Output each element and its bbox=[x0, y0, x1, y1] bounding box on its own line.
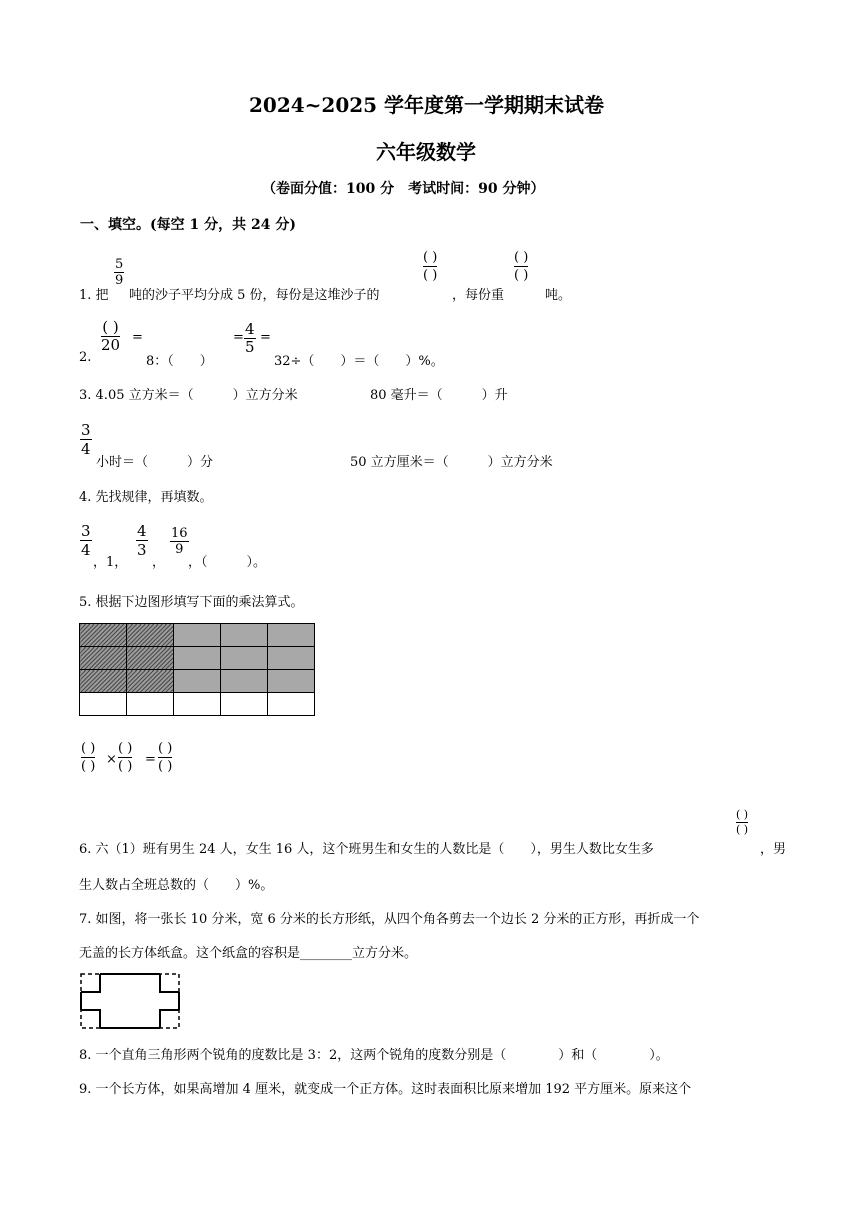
q4-fraction-a: 3 4 bbox=[81, 522, 91, 559]
q4-tail: ，（ ）。 bbox=[188, 555, 267, 570]
q5-blank-fraction-3[interactable]: ( ) ( ) bbox=[158, 741, 173, 774]
q5-blank-fraction-2[interactable]: ( ) ( ) bbox=[118, 741, 133, 774]
q2-eq-2: = bbox=[233, 330, 244, 345]
q4-fraction-b: 4 3 bbox=[137, 522, 147, 559]
q5-blank-fraction-1[interactable]: ( ) ( ) bbox=[81, 741, 96, 774]
q3-line1-b: 80 毫升＝（ ）升 bbox=[370, 388, 508, 403]
q2-rest: 32÷（ ）＝（ ）%。 bbox=[274, 354, 444, 369]
q3-fraction-three-quarters: 3 4 bbox=[81, 421, 91, 458]
q9-text: 9. 一个长方体，如果高增加 4 厘米，就变成一个正方体。这时表面积比原来增加 192 平方厘米。原来这个 bbox=[79, 1082, 692, 1097]
q1-text-b: ，每份重 bbox=[452, 288, 505, 303]
q1-blank-fraction-1[interactable]: ( ) ( ) bbox=[423, 250, 438, 283]
q4-fraction-c: 16 9 bbox=[171, 526, 188, 557]
q3-line2-a: 小时＝（ ）分 bbox=[96, 455, 214, 470]
q6-line1-end: ，男 bbox=[760, 842, 787, 857]
q5-text: 5. 根据下边图形填写下面的乘法算式。 bbox=[79, 595, 304, 610]
q5-equals: = bbox=[145, 752, 156, 767]
q2-blank-over-20[interactable]: ( ) 20 bbox=[101, 318, 121, 354]
exam-subtitle: 六年级数学 bbox=[376, 140, 476, 164]
section-heading: 一、填空。(每空 1 分，共 24 分) bbox=[80, 217, 296, 233]
q3-line1-a: 3. 4.05 立方米＝（ ）立方分米 bbox=[79, 388, 298, 403]
q2-fraction-four-fifths: 4 5 bbox=[245, 320, 255, 356]
q4-sep-2: ， bbox=[152, 555, 166, 570]
q7-line1: 7. 如图，将一张长 10 分米，宽 6 分米的长方形纸，从四个角各剪去一个边长 2 分米的正方形，再折成一个 bbox=[79, 912, 700, 927]
q7-paper-diagram bbox=[80, 973, 180, 1029]
q7-line2: 无盖的长方体纸盒。这个纸盒的容积是________立方分米。 bbox=[79, 946, 418, 961]
q6-line1: 6. 六（1）班有男生 24 人，女生 16 人，这个班男生和女生的人数比是（ ），男生人数比女生多 bbox=[79, 842, 654, 857]
q2-number: 2. bbox=[79, 350, 92, 365]
q6-blank-fraction[interactable]: ( ) ( ) bbox=[736, 808, 749, 836]
q4-text: 4. 先找规律，再填数。 bbox=[79, 490, 213, 505]
q2-eq-1: = bbox=[132, 330, 143, 345]
q6-line2: 生人数占全班总数的（ ）%。 bbox=[79, 878, 274, 893]
q1-text-a: 吨的沙子平均分成 5 份，每份是这堆沙子的 bbox=[129, 288, 380, 303]
exam-info: （卷面分值：100 分 考试时间：90 分钟） bbox=[262, 181, 545, 197]
q1-number: 1. 把 bbox=[79, 288, 109, 303]
q1-fraction-five-ninths: 5 9 bbox=[115, 257, 124, 288]
q3-line2-b: 50 立方厘米＝（ ）立方分米 bbox=[350, 455, 553, 470]
q1-blank-fraction-2[interactable]: ( ) ( ) bbox=[514, 250, 529, 283]
q1-text-c: 吨。 bbox=[545, 288, 572, 303]
q2-eq-3: = bbox=[260, 330, 271, 345]
q2-ratio: 8：（ ） bbox=[146, 354, 213, 369]
q4-sep-1: ，1， bbox=[93, 555, 128, 570]
q5-times: × bbox=[106, 752, 117, 767]
q5-shaded-grid bbox=[79, 623, 315, 716]
q8-text: 8. 一个直角三角形两个锐角的度数比是 3：2，这两个锐角的度数分别是（ ）和（ ）。 bbox=[79, 1048, 669, 1063]
exam-title: 2024~2025 学年度第一学期期末试卷 bbox=[249, 93, 605, 117]
